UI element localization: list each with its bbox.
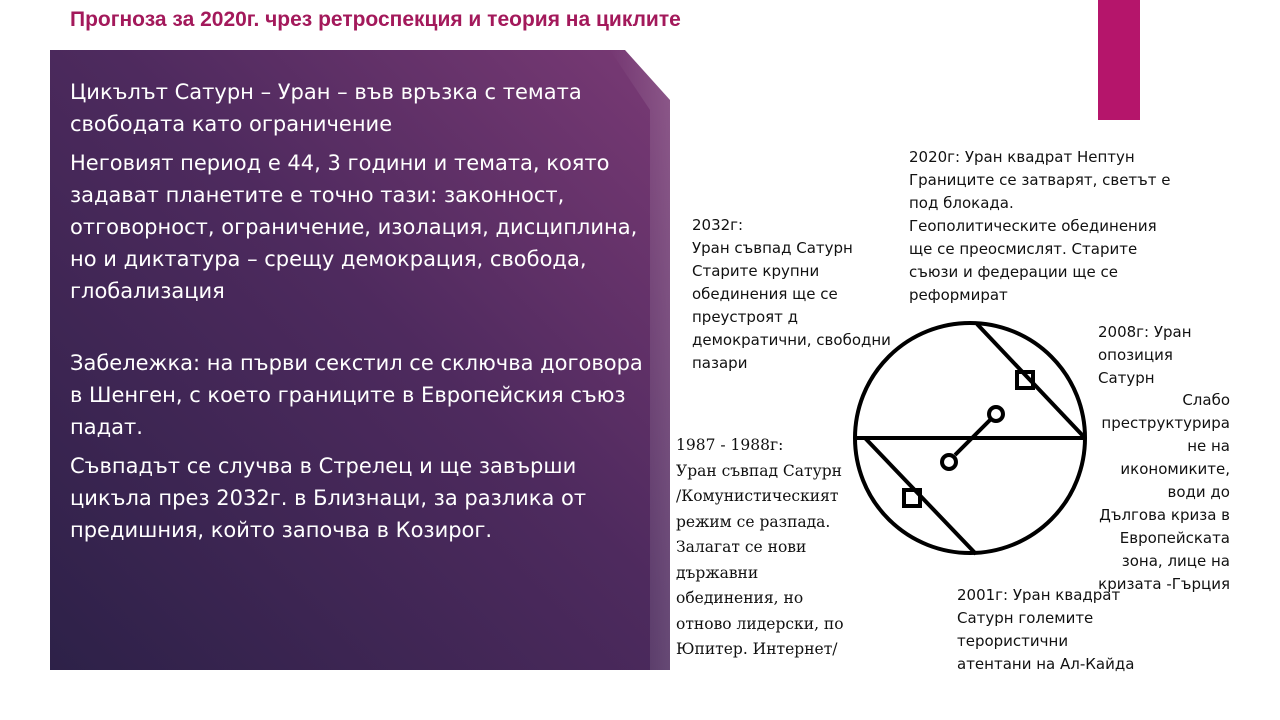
note-line: опозиция (1098, 346, 1173, 364)
note-line: обединения, но (676, 589, 804, 607)
note-2008-consequences (1098, 389, 1230, 596)
note-line: кризата -Гърция (1098, 575, 1230, 593)
note-line: 2020г: Уран квадрат Нептун (909, 148, 1135, 166)
note-line: Уран съвпад Сатурн (676, 461, 842, 480)
note-2001 (957, 584, 1134, 676)
panel-paragraph-conjunction: Съвпадът се случва в Стрелец и ще завърши цикъла през 2032г. в Близнаци, за разлика от предишния, който започва в Козирог. (70, 454, 587, 542)
note-line: Геополитическите обединения (909, 217, 1157, 235)
note-line: преустроят д (692, 308, 799, 326)
note-2032 (692, 214, 891, 375)
note-1987 (676, 433, 844, 663)
note-line: зона, лице на (1121, 552, 1230, 570)
accent-bar (1098, 0, 1140, 120)
note-line: пазари (692, 354, 748, 372)
note-line: съюзи и федерации ще се (909, 263, 1118, 281)
note-line: /Комунистическият (676, 487, 839, 505)
note-line: Залагат се нови (676, 538, 807, 556)
note-line: обединения ще се (692, 285, 838, 303)
note-line: демократични, свободни (692, 331, 891, 349)
note-line: 2001г: Уран квадрат (957, 586, 1121, 604)
note-2008 (1098, 321, 1192, 390)
note-line: държавни (676, 563, 759, 582)
note-line: Сатурн (1098, 369, 1155, 387)
note-line: Сатурн големите (957, 609, 1094, 627)
note-line: Дългова криза в (1099, 506, 1230, 524)
note-line: Старите крупни (692, 262, 820, 280)
content-panel (50, 50, 670, 670)
note-line: режим се разпада. (676, 512, 831, 531)
note-line: ще се преосмислят. Старите (909, 240, 1138, 258)
note-line: Юпитер. Интернет/ (676, 640, 838, 658)
slide-title: Прогноза за 2020г. чрез ретроспекция и теория на циклите (70, 8, 681, 31)
note-line: под блокада. (909, 194, 1014, 212)
note-line: 2032г: (692, 216, 744, 234)
note-line: икономиките, (1120, 460, 1230, 478)
note-line: преструктурира (1101, 414, 1230, 432)
panel-paragraph-cycle: Цикълът Сатурн – Уран – във връзка с темата свободата като ограничение (70, 80, 582, 136)
note-line: Европейската (1119, 529, 1230, 547)
note-line: 2008г: Уран (1098, 323, 1192, 341)
note-line: Границите се затварят, светът е (909, 171, 1171, 189)
sextile-point-upper (989, 407, 1003, 421)
note-2020 (909, 146, 1171, 307)
note-line: Слабо (1182, 391, 1230, 409)
sextile-point-lower (942, 455, 956, 469)
note-line: реформират (909, 286, 1008, 304)
note-line: 1987 - 1988г: (676, 436, 784, 454)
panel-paragraph-period: Неговият период е 44, 3 години и темата, която задават планетите е точно тази: законност, отговорност, ограничение, изолация, дисциплина, но и диктатура – срещу демокрация, свобода, глобализация (70, 151, 638, 303)
note-line: не на (1187, 437, 1230, 455)
note-line: Уран съвпад Сатурн (692, 239, 853, 257)
note-line: отново лидерски, по (676, 614, 844, 633)
panel-text (70, 76, 650, 553)
note-line: терористични (957, 632, 1069, 650)
note-line: води до (1167, 483, 1230, 501)
note-line: атентани на Ал-Кайда (957, 655, 1135, 673)
panel-paragraph-note: Забележка: на първи секстил се сключва договора в Шенген, с което границите в Европейския съюз падат. (70, 351, 643, 439)
